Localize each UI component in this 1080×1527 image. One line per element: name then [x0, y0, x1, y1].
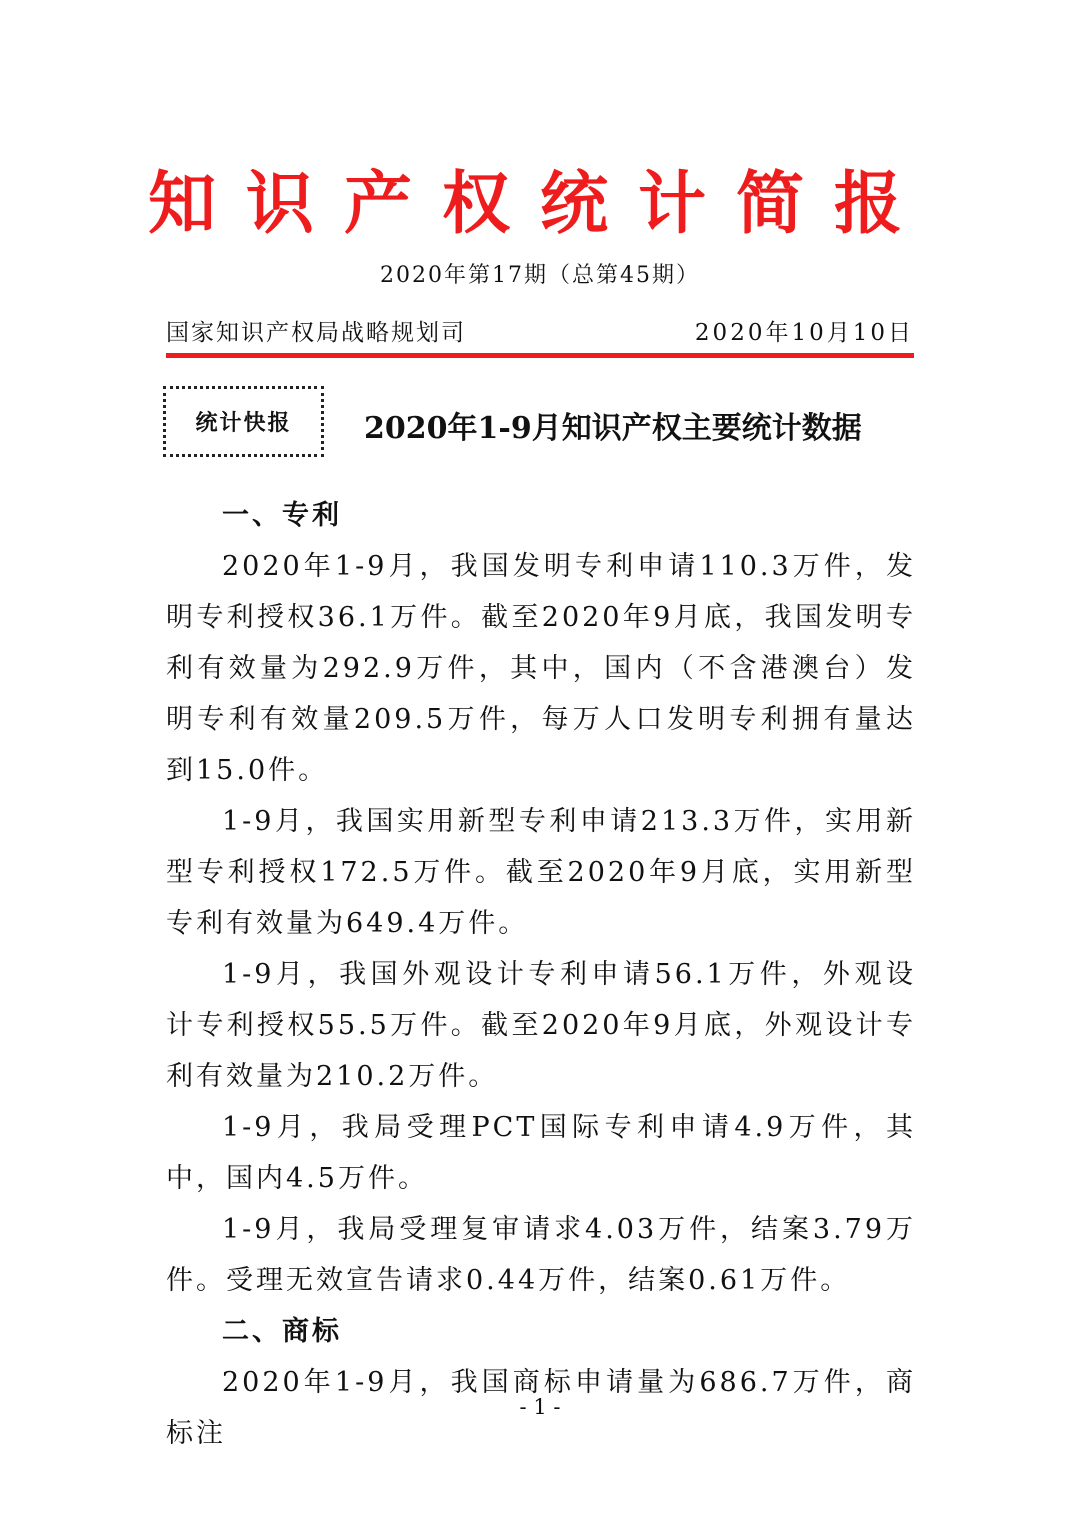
- paragraph-design-patent: 1-9月，我国外观设计专利申请56.1万件，外观设计专利授权55.5万件。截至2020年9月底，外观设计专利有效量为210.2万件。: [166, 959, 916, 1092]
- document-body: [166, 490, 916, 1459]
- paragraph-pct: 1-9月，我局受理PCT国际专利申请4.9万件，其中，国内4.5万件。: [166, 1112, 916, 1194]
- report-type-badge: 统计快报: [163, 386, 324, 457]
- section-heading-patent: 一、专利: [222, 500, 342, 531]
- organization-name: 国家知识产权局战略规划司: [166, 320, 466, 346]
- paragraph-utility-model: 1-9月，我国实用新型专利申请213.3万件，实用新型专利授权172.5万件。截至2020年9月底，实用新型专利有效量为649.4万件。: [166, 806, 916, 939]
- masthead-title: 知识产权统计简报: [147, 164, 932, 244]
- publish-date: 2020年10月10日: [694, 320, 914, 346]
- issue-number: 2020年第17期（总第45期）: [380, 263, 700, 288]
- paragraph-invention-patent: 2020年1-9月，我国发明专利申请110.3万件，发明专利授权36.1万件。截至2020年9月底，我国发明专利有效量为292.9万件，其中，国内（不含港澳台）发明专利有效量209.5万件，每万人口发明专利拥有量达到15.0件。: [166, 551, 916, 786]
- report-title: 2020年1-9月知识产权主要统计数据: [364, 411, 862, 446]
- paragraph-review: 1-9月，我局受理复审请求4.03万件，结案3.79万件。受理无效宣告请求0.44万件，结案0.61万件。: [166, 1214, 916, 1296]
- paragraph-trademark: 2020年1-9月，我国商标申请量为686.7万件，商标注: [166, 1367, 916, 1449]
- page-number: - 1 -: [519, 1395, 561, 1419]
- section-heading-trademark: 二、商标: [222, 1316, 342, 1347]
- header-divider: [166, 353, 914, 358]
